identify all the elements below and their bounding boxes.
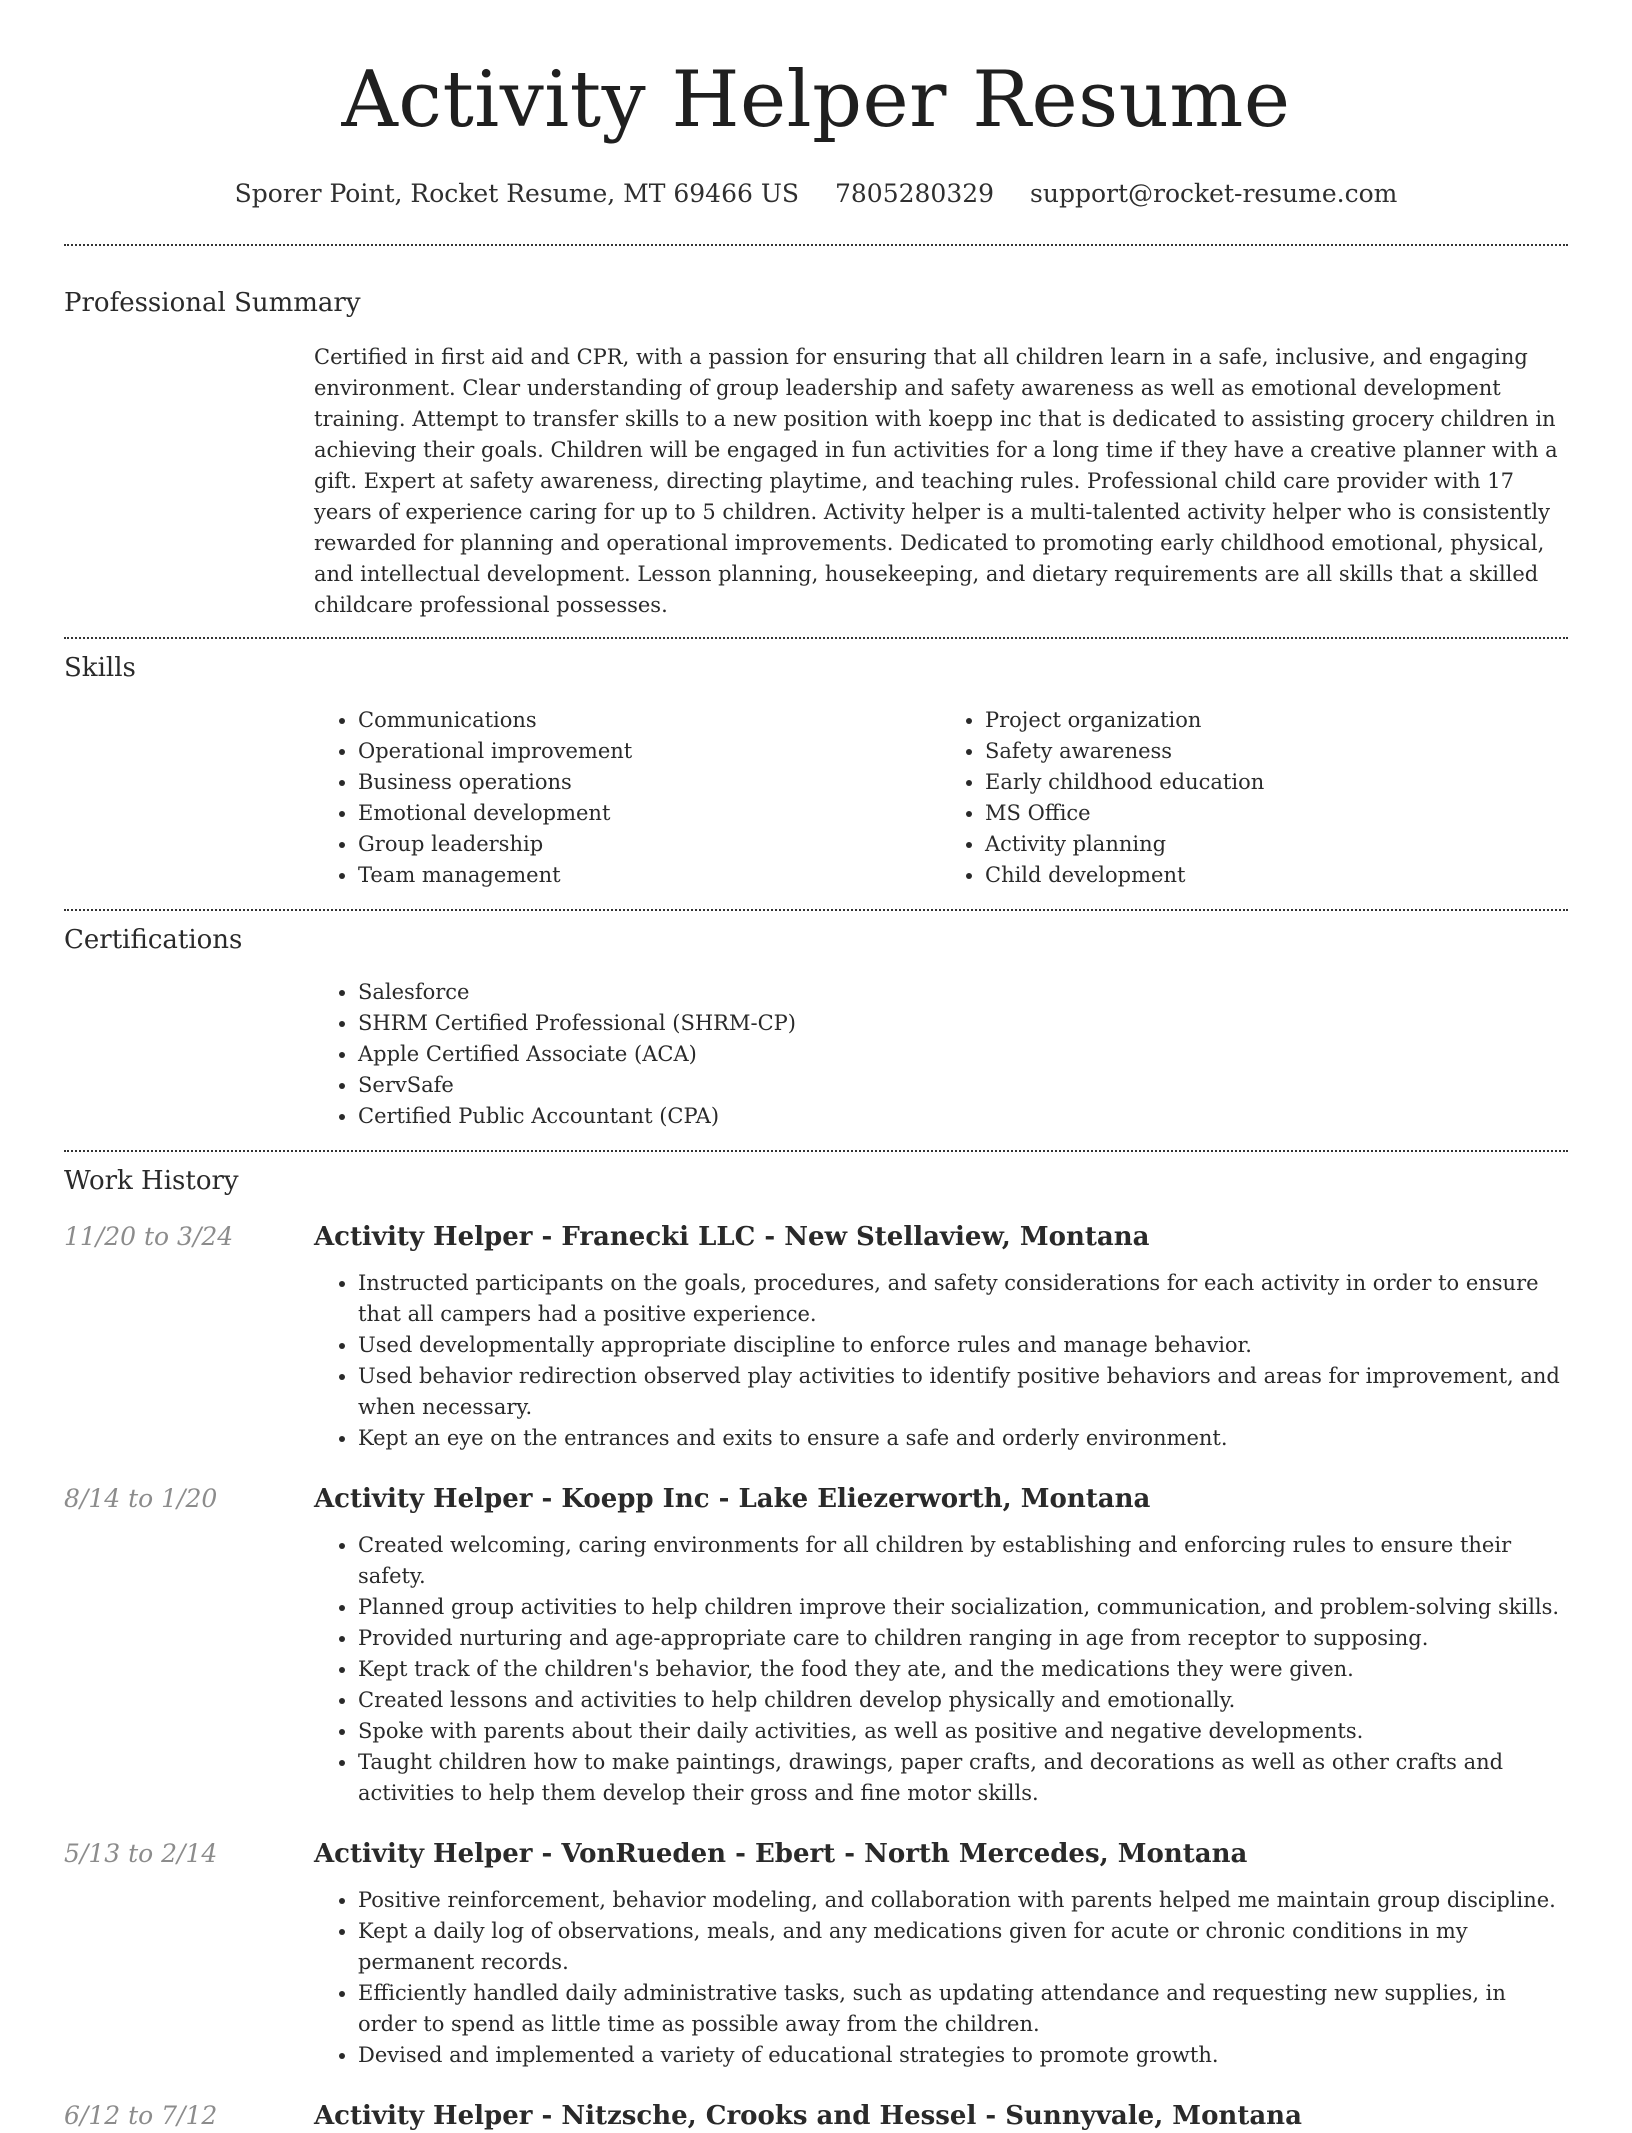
job-bullet: • Instructed participants on the goals, procedures, and safety considerations for each activity in order to ensure that all campers had a positive experience.	[358, 1268, 1568, 1330]
skill-item: • Safety awareness	[985, 736, 1568, 767]
job-bullets	[314, 1530, 1568, 1809]
certification-item: • ServSafe	[358, 1070, 1568, 1101]
job-dates: 6/12 to 7/12	[64, 2101, 218, 2130]
job-title: Activity Helper - Franecki LLC - New Stellaview, Montana	[314, 1222, 1150, 1252]
job-entry	[64, 1837, 1568, 2071]
job-bullet: • Used behavior redirection observed play activities to identify positive behaviors and areas for improvement, and when necessary.	[358, 1361, 1568, 1423]
job-bullet: • Positive reinforcement, behavior modeling, and collaboration with parents helped me maintain group discipline.	[358, 1885, 1568, 1916]
certification-item: • Salesforce	[358, 977, 1568, 1008]
job-bullet: • Efficiently handled daily administrative tasks, such as updating attendance and requesting new supplies, in order to spend as little time as possible away from the children.	[358, 1978, 1568, 2040]
job-bullet: • Kept a daily log of observations, meals, and any medications given for acute or chronic conditions in my permanent records.	[358, 1916, 1568, 1978]
contact-email: support@rocket-resume.com	[1030, 179, 1398, 208]
divider	[64, 909, 1568, 911]
contact-address: Sporer Point, Rocket Resume, MT 69466 US	[234, 179, 800, 208]
resume-page	[64, 0, 1568, 2133]
job-bullet: • Used developmentally appropriate discipline to enforce rules and manage behavior.	[358, 1330, 1568, 1361]
job-bullet: • Kept an eye on the entrances and exits to ensure a safe and orderly environment.	[358, 1423, 1568, 1454]
divider	[64, 244, 1568, 246]
skills-section	[64, 651, 1568, 891]
contact-phone: 7805280329	[835, 179, 995, 208]
certifications-list	[314, 977, 1568, 1132]
job-bullet: • Kept track of the children's behavior, the food they ate, and the medications they were given.	[358, 1654, 1568, 1685]
job-title: Activity Helper - VonRueden - Ebert - North Mercedes, Montana	[314, 1839, 1248, 1869]
skill-item: • Child development	[985, 860, 1568, 891]
skill-item: • Group leadership	[358, 829, 941, 860]
skill-item: • Early childhood education	[985, 767, 1568, 798]
job-entry	[64, 1220, 1568, 1454]
skill-item: • Emotional development	[358, 798, 941, 829]
job-entry	[64, 1482, 1568, 1809]
skills-list-right	[941, 705, 1568, 891]
section-heading: Skills	[64, 653, 136, 683]
skill-item: • Team management	[358, 860, 941, 891]
skill-item: • Project organization	[985, 705, 1568, 736]
summary-text: Certified in first aid and CPR, with a passion for ensuring that all children learn in a safe, inclusive, and engaging environment. Clear understanding of group leadership and safety awareness as well as emotional development training. Attempt to transfer skills to a new position with koepp inc that is dedicated to assisting grocery children in achieving their goals. Children will be engaged in fun activities for a long time if they have a creative planner with a gift. Expert at safety awareness, directing playtime, and teaching rules. Professional child care provider with 17 years of experience caring for up to 5 children. Activity helper is a multi-talented activity helper who is consistently rewarded for planning and operational improvements. Dedicated to promoting early childhood emotional, physical, and intellectual development. Lesson planning, housekeeping, and dietary requirements are all skills that a skilled childcare professional possesses.	[314, 345, 1558, 617]
certifications-section	[64, 923, 1568, 1132]
certification-item: • Certified Public Accountant (CPA)	[358, 1101, 1568, 1132]
job-dates: 5/13 to 2/14	[64, 1839, 218, 1868]
skill-item: • Operational improvement	[358, 736, 941, 767]
job-bullet: • Taught children how to make paintings, drawings, paper crafts, and decorations as well as other crafts and activities to help them develop their gross and fine motor skills.	[358, 1747, 1568, 1809]
job-bullet: • Planned group activities to help children improve their socialization, communication, and problem-solving skills.	[358, 1592, 1568, 1623]
certification-item: • SHRM Certified Professional (SHRM-CP)	[358, 1008, 1568, 1039]
job-dates: 11/20 to 3/24	[64, 1222, 234, 1251]
section-heading: Certifications	[64, 925, 243, 955]
job-bullet: • Created lessons and activities to help children develop physically and emotionally.	[358, 1685, 1568, 1716]
summary-section	[64, 286, 1568, 621]
section-heading: Work History	[64, 1166, 239, 1196]
divider	[64, 1150, 1568, 1152]
job-bullets	[314, 1268, 1568, 1454]
resume-title: Activity Helper Resume	[341, 55, 1291, 145]
skill-item: • Communications	[358, 705, 941, 736]
job-bullet: • Spoke with parents about their daily activities, as well as positive and negative developments.	[358, 1716, 1568, 1747]
certification-item: • Apple Certified Associate (ACA)	[358, 1039, 1568, 1070]
work-section	[64, 1164, 1568, 2133]
job-dates: 8/14 to 1/20	[64, 1484, 218, 1513]
skill-item: • Business operations	[358, 767, 941, 798]
job-bullet: • Created welcoming, caring environments for all children by establishing and enforcing rules to ensure their safety.	[358, 1530, 1568, 1592]
skill-item: • MS Office	[985, 798, 1568, 829]
skill-item: • Activity planning	[985, 829, 1568, 860]
job-title: Activity Helper - Koepp Inc - Lake Eliezerworth, Montana	[314, 1484, 1151, 1514]
job-bullet: • Provided nurturing and age-appropriate care to children ranging in age from receptor to supposing.	[358, 1623, 1568, 1654]
job-bullets	[314, 1885, 1568, 2071]
contact-line	[64, 178, 1568, 210]
divider	[64, 637, 1568, 639]
section-heading: Professional Summary	[64, 288, 361, 318]
skills-list-left	[314, 705, 941, 891]
job-title: Activity Helper - Nitzsche, Crooks and Hessel - Sunnyvale, Montana	[314, 2101, 1302, 2131]
job-entry	[64, 2099, 1568, 2133]
job-bullet: • Devised and implemented a variety of educational strategies to promote growth.	[358, 2040, 1568, 2071]
